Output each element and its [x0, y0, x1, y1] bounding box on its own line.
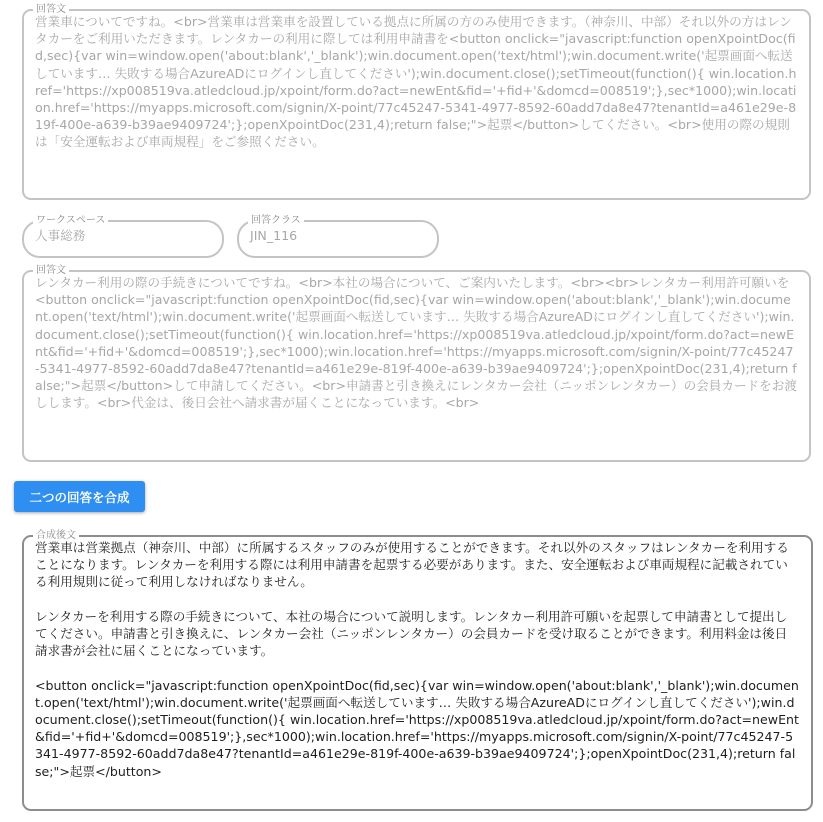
workspace-label: ワークスペース: [36, 215, 106, 226]
merged-text[interactable]: 営業車は営業拠点（神奈川、中部）に所属するスタッフのみが使用することができます。それ以外のスタッフはレンタカーを利用することになります。レンタカーを利用する際には利用申請書を起票する必要があります。また、安全運転および車両規程に記載されている利用規則に従って利用しなければなりません。 レンタカーを利用する際の手続きについて、本社の場合について説明します。レンタカー利用許可願いを起票して申請書として提出してください。申請書と引き換えに、レンタカー会社（ニッポンレンタカー）の会員カードを受け取ることができます。利用料金は後日請求書が会社に届くことになっています。 <button onclick="javascript:function openXpointDoc(fid,sec){var win=window.open('about:blank','_blank');win.document.open('text/html');win.document.write('起票画面へ転送しています… 失敗する場合AzureADにログインし直してください');win.document.close();setTimeout(function(){ win.location.href='https://xp008519va.atledcloud.jp/xpoint/form.do?act=newEnt&fid='+fid+'&domcd=008519';},sec*1000);win.location.href='https://myapps.microsoft.com/signin/X-point/77c45247-5341-4977-8592-60add7da8e47?tenantId=a461e29e-819f-400e-a639-b39ae9409724';};openXpointDoc(231,4);return false;">起票</button>: [35, 540, 799, 779]
answer2-label: 回答文: [36, 265, 66, 276]
merge-answers-button[interactable]: 二つの回答を合成: [14, 481, 145, 512]
answer-class-value[interactable]: JIN_116: [250, 228, 298, 243]
answer-class-field[interactable]: [237, 215, 439, 258]
answer1-text[interactable]: 営業車についてですね。<br>営業車は営業車を設置している拠点に所属の方のみ使用できます。（神奈川、中部）それ以外の方はレンタカーをご利用いただきます。レンタカーの利用に際しては利用申請書を<button onclick="javascript:function openXpointDoc(fid,sec){var win=window.open('about:blank','_blank');win.document.open('text/html');win.document.write('起票画面へ転送しています… 失敗する場合AzureADにログインし直してください');win.document.close();setTimeout(function(){ win.location.href='https://xp008519va.atledcloud.jp/xpoint/form.do?act=newEnt&fid='+fid+'&domcd=008519';},sec*1000);win.location.href='https://myapps.microsoft.com/signin/X-point/77c45247-5341-4977-8592-60add7da8e47?tenantId=a461e29e-819f-400e-a639-b39ae9409724';};openXpointDoc(231,4);return false;">起票</button>してください。<br>使用の際の規則は「安全運転および車両規程」をご参照ください。: [35, 14, 797, 150]
answer2-text[interactable]: レンタカー利用の際の手続きについてですね。<br>本社の場合について、ご案内いたします。<br><br>レンタカー利用許可願いを<button onclick="javascript:function openXpointDoc(fid,sec){var win=window.open('about:blank','_blank');win.document.open('text/html');win.document.write('起票画面へ転送しています… 失敗する場合AzureADにログインし直してください');win.document.close();setTimeout(function(){ win.location.href='https://xp008519va.atledcloud.jp/xpoint/form.do?act=newEnt&fid='+fid+'&domcd=008519';},sec*1000);win.location.href='https://myapps.microsoft.com/signin/X-point/77c45247-5341-4977-8592-60add7da8e47?tenantId=a461e29e-819f-400e-a639-b39ae9409724';};openXpointDoc(231,4);return false;">起票</button>して申請してください。<br>申請書と引き換えにレンタカー会社（ニッポンレンタカー）の会員カードをお渡しします。<br>代金は、後日会社へ請求書が届くことになっています。<br>: [35, 275, 797, 411]
answer2-field[interactable]: [22, 265, 811, 462]
merged-field[interactable]: [22, 530, 813, 811]
workspace-field[interactable]: [22, 215, 224, 258]
answer1-label: 回答文: [36, 4, 66, 15]
merged-label: 合成後文: [36, 530, 76, 541]
workspace-value[interactable]: 人事総務: [35, 228, 86, 243]
answer1-field[interactable]: [22, 4, 811, 200]
answer-class-label: 回答クラス: [251, 215, 301, 226]
